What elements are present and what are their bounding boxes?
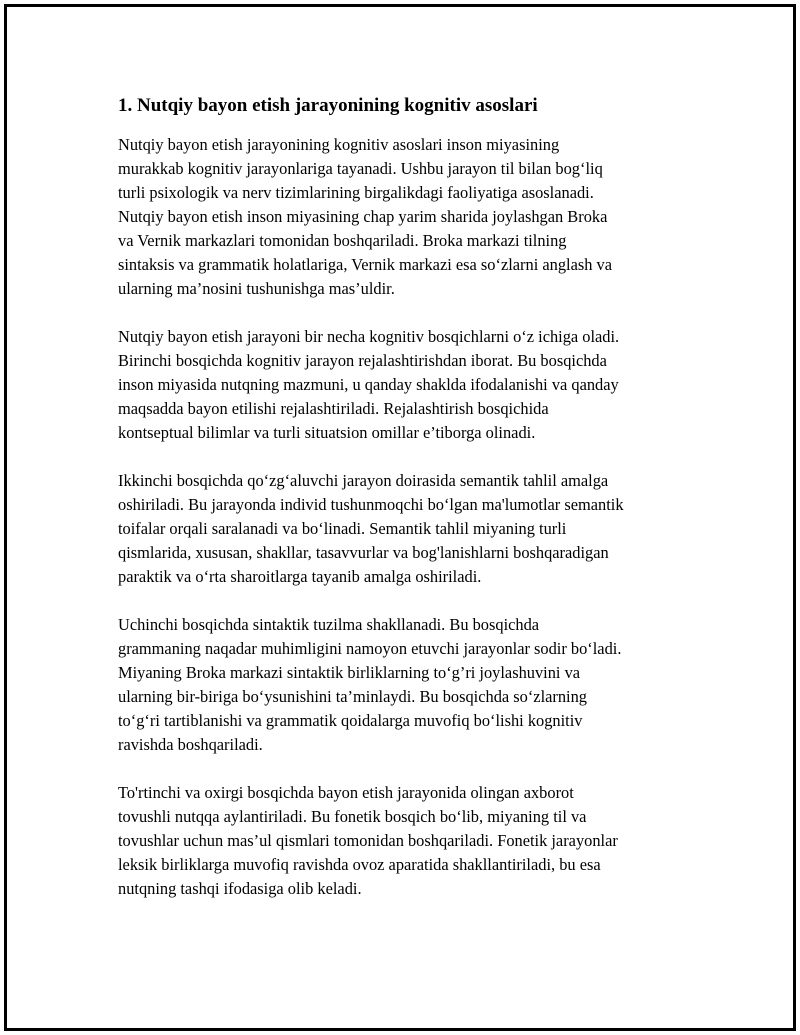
text-line: turli psixologik va nerv tizimlarining birgalikdagi faoliyatiga asoslanadi. — [118, 183, 594, 202]
text-line: To'rtinchi va oxirgi bosqichda bayon etish jarayonida olingan axborot — [118, 783, 574, 802]
text-line: tovushlar uchun mas’ul qismlari tomonidan boshqariladi. Fonetik jarayonlar — [118, 831, 618, 850]
document-body — [118, 93, 698, 925]
text-line: va Vernik markazlari tomonidan boshqariladi. Broka markazi tilning — [118, 231, 567, 250]
text-line: Miyaning Broka markazi sintaktik birliklarning to‘g’ri joylashuvini va — [118, 663, 581, 682]
text-line: grammaning naqadar muhimligini namoyon etuvchi jarayonlar sodir bo‘ladi. — [118, 639, 622, 658]
text-line: paraktik va o‘rta sharoitlarga tayanib amalga oshiriladi. — [118, 567, 482, 586]
text-line: Uchinchi bosqichda sintaktik tuzilma shakllanadi. Bu bosqichda — [118, 615, 540, 634]
text-line: Ikkinchi bosqichda qo‘zg‘aluvchi jarayon doirasida semantik tahlil amalga — [118, 471, 609, 490]
text-line: Nutqiy bayon etish inson miyasining chap yarim sharida joylashgan Broka — [118, 207, 608, 226]
paragraph-4 — [118, 613, 698, 757]
paragraph-3 — [118, 469, 698, 589]
text-line: ravishda boshqariladi. — [118, 735, 263, 754]
text-line: to‘g‘ri tartiblanishi va grammatik qoidalarga muvofiq bo‘lishi kognitiv — [118, 711, 583, 730]
text-line: Nutqiy bayon etish jarayonining kognitiv asoslari inson miyasining — [118, 135, 560, 154]
text-line: toifalar orqali saralanadi va bo‘linadi. Semantik tahlil miyaning turli — [118, 519, 567, 538]
text-line: Birinchi bosqichda kognitiv jarayon rejalashtirishdan iborat. Bu bosqichda — [118, 351, 607, 370]
text-line: maqsadda bayon etilishi rejalashtiriladi. Rejalashtirish bosqichida — [118, 399, 549, 418]
text-line: qismlarida, xususan, shakllar, tasavvurlar va bog'lanishlarni boshqaradigan — [118, 543, 609, 562]
paragraph-2 — [118, 325, 698, 445]
text-line: kontseptual bilimlar va turli situatsion omillar e’tiborga olinadi. — [118, 423, 536, 442]
text-line: nutqning tashqi ifodasiga olib keladi. — [118, 879, 362, 898]
text-line: murakkab kognitiv jarayonlariga tayanadi. Ushbu jarayon til bilan bog‘liq — [118, 159, 603, 178]
text-line: ularning ma’nosini tushunishga mas’uldir. — [118, 279, 395, 298]
paragraph-5 — [118, 781, 698, 901]
text-line: sintaksis va grammatik holatlariga, Vernik markazi esa so‘zlarni anglash va — [118, 255, 612, 274]
section-heading: 1. Nutqiy bayon etish jarayonining kognitiv asoslari — [118, 95, 538, 116]
text-line: inson miyasida nutqning mazmuni, u qanday shaklda ifodalanishi va qanday — [118, 375, 619, 394]
text-line: ularning bir-biriga bo‘ysunishini ta’minlaydi. Bu bosqichda so‘zlarning — [118, 687, 587, 706]
text-line: Nutqiy bayon etish jarayoni bir necha kognitiv bosqichlarni o‘z ichiga oladi. — [118, 327, 620, 346]
paragraph-1 — [118, 133, 698, 301]
text-line: tovushli nutqqa aylantiriladi. Bu fonetik bosqich bo‘lib, miyaning til va — [118, 807, 587, 826]
text-line: oshiriladi. Bu jarayonda individ tushunmoqchi bo‘lgan ma'lumotlar semantik — [118, 495, 624, 514]
text-line: leksik birliklarga muvofiq ravishda ovoz aparatida shakllantiriladi, bu esa — [118, 855, 601, 874]
